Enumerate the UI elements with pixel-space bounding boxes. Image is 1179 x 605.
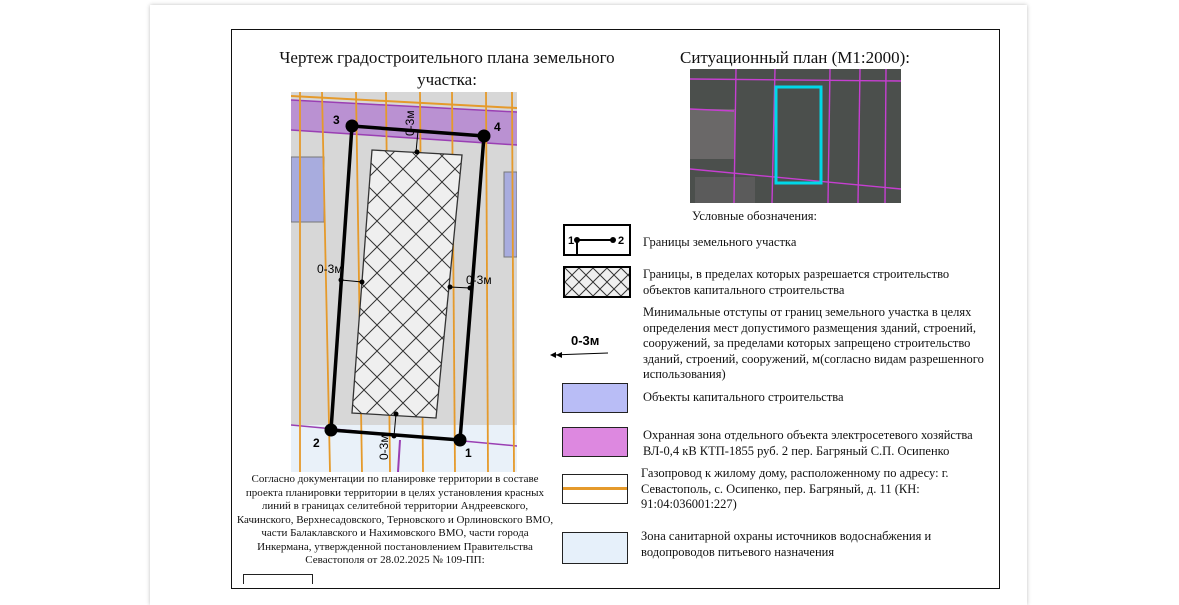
legend-symbol-power — [562, 427, 628, 457]
legend-label-boundary: Границы земельного участка — [643, 235, 797, 249]
legend-label-water: Зона санитарной охраны источников водоснабжения и водопроводов питьевого назначения — [641, 529, 932, 559]
point-label-2: 2 — [313, 436, 320, 450]
planning-note: Согласно документации по планировке территории в составе проекта планировки территории в целях установления красных линий в границах селитебной территории Андреевского, Качинского, Верхнесадовского, Терновского и Орлиновского ВМО, части Балаклавского и Нахимовского ВМО, части города Инкермана, утвержденной постановлением Правительства Севастополя от 28.02.2025 № 109-ПП: — [236, 473, 554, 566]
setback-label-left: 0-3м — [317, 262, 343, 276]
legend-symbol-boundary — [563, 224, 631, 256]
parcel-drawing — [291, 92, 517, 472]
legend-label-gas: Газопровод к жилому дому, расположенному по адресу: г. Севастополь, с. Осипенко, пер. Багряный, д. 11 (КН: 91:04:036001:227) — [641, 466, 949, 511]
setback-label-bottom: 0-3м — [377, 434, 391, 460]
legend-header: Условные обозначения: — [692, 209, 818, 223]
legend-label-capital: Объекты капитального строительства — [643, 390, 844, 404]
legend-point-2: 2 — [618, 235, 625, 247]
legend-point-1: 1 — [568, 235, 575, 247]
legend-symbol-water — [562, 532, 628, 564]
legend-label-power: Охранная зона отдельного объекта электросетевого хозяйства ВЛ-0,4 кВ КТП-1855 руб. 2 пер. Багряный С.П. Осипенко — [643, 428, 973, 458]
point-label-3: 3 — [333, 113, 340, 127]
legend-symbol-gas — [562, 474, 628, 504]
point-label-4: 4 — [494, 120, 501, 134]
drawing-title: Чертеж градостроительного плана земельного участка: — [279, 48, 615, 89]
legend-symbol-setback — [546, 330, 612, 362]
legend-setback-text: 0-3м — [571, 333, 600, 348]
legend-label-setback: Минимальные отступы от границ земельного участка в целях определения мест допустимого размещения зданий, строений, сооружений, за пределами которых запрещено строительство зданий, строений, сооружений, м(согласно видам разрешенного использования) — [643, 305, 984, 381]
legend-symbol-build-zone — [563, 266, 631, 298]
legend-label-build-zone: Границы, в пределах которых разрешается строительство объектов капитального строительства — [643, 267, 950, 297]
situation-plan — [690, 69, 901, 203]
note-symbol-partial — [243, 574, 313, 584]
situation-title: Ситуационный план (М1:2000): — [680, 48, 910, 67]
point-label-1: 1 — [465, 446, 472, 460]
setback-label-right: 0-3м — [466, 273, 492, 287]
legend-symbol-capital — [562, 383, 628, 413]
setback-label-top: 0-3м — [403, 110, 417, 136]
